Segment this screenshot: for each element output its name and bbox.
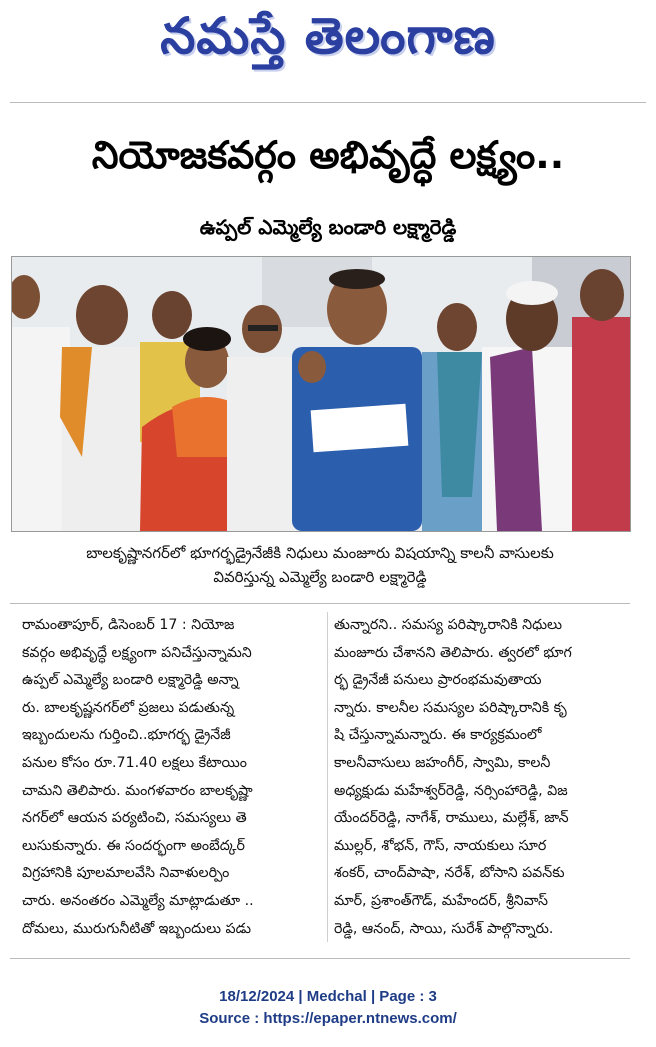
body-line: కవర్గం అభివృద్ధే లక్ష్యంగా పనిచేస్తున్నామని (22, 644, 252, 661)
glasses-icon (248, 325, 278, 331)
article-subheadline: ఉప్పల్ ఎమ్మెల్యే బండారి లక్ష్మారెడ్డి (199, 214, 457, 239)
photo-caption (11, 534, 629, 596)
caption-line-2: వివరిస్తున్న ఎమ్మెల్యే బండారి లక్ష్మారెడ్డి (213, 568, 427, 586)
paper-sheet (311, 404, 409, 453)
body-line: నగర్‌లో ఆయన పర్యటించి, సమస్యలు తె (22, 810, 247, 827)
top-divider (10, 102, 646, 103)
person-glasses (227, 357, 297, 531)
body-line: యేందర్‌రెడ్డి, నాగేశ్, రాములు, మల్లేశ్, జాన్ (334, 810, 569, 827)
footer-edition-info: 18/12/2024 | Medchal | Page : 3 (219, 988, 437, 1005)
body-line: న్నారు. కాలనీల సమస్యల పరిష్కారానికి కృ (334, 699, 567, 716)
body-line: మంజూరు చేశానని తెలిపారు. త్వరలో భూగ (334, 644, 572, 661)
central-man-hair (329, 269, 385, 289)
body-line: మార్, ప్రశాంత్‌గౌడ్, మహేందర్, శ్రీనివాస్ (334, 892, 549, 909)
person-far-right-head (580, 269, 624, 321)
body-line: చామని తెలిపారు. మంగళవారం బాలకృష్ణా (22, 782, 253, 799)
body-line: విగ్రహానికి పూలమాలవేసి నివాళులర్పిం (22, 865, 230, 882)
caption-divider (10, 603, 630, 604)
woman-hair (183, 327, 231, 351)
person-gold-shawl-head (152, 291, 192, 339)
body-line: కాలనీవాసులు జహంగీర్, స్వామి, కాలనీ (334, 754, 551, 771)
column-separator (327, 612, 328, 942)
person-white-shirt-head (76, 285, 128, 345)
footer-source-link[interactable]: Source : https://epaper.ntnews.com/ (199, 1010, 457, 1027)
caption-line-1: బాలకృష్ణానగర్‌లో భూగర్భడ్రైనేజీకి నిధులు మంజూరు విషయాన్ని కాలనీ వాసులకు (86, 544, 554, 562)
news-photo (11, 256, 631, 532)
body-line: లుసుకున్నారు. ఈ సందర్భంగా అంబేద్కర్ (22, 837, 245, 854)
article-headline: నియోజకవర్గం అభివృద్ధే లక్ష్యం.. (91, 133, 565, 177)
person-far-left (12, 327, 70, 531)
body-line: రు. బాలకృష్ణనగర్‌లో ప్రజలు పడుతున్న (22, 699, 235, 716)
person-far-right (572, 317, 630, 531)
body-line: తున్నారని.. సమస్య పరిష్కారానికి నిధులు (334, 617, 563, 633)
page-footer (0, 986, 656, 1036)
body-line: దోమలు, మురుగునీటితో ఇబ్బందులు పడు (22, 920, 252, 937)
body-line: ఇబ్బందులను గుర్తించి..భూగర్భ డ్రైనేజీ (22, 727, 231, 744)
body-line: రెడ్డి, ఆనంద్, సాయి, సురేశ్ పాల్గొన్నారు. (334, 920, 554, 937)
news-photo-illustration (12, 257, 630, 531)
body-line: చారు. అనంతరం ఎమ్మెల్యే మాట్లాడుతూ .. (22, 892, 254, 909)
body-line: రామంతాపూర్, డిసెంబర్ 17 : నియోజ (22, 617, 235, 633)
body-line: షి చేస్తున్నామన్నారు. ఈ కార్యక్రమంలో (334, 727, 542, 744)
body-line: ఉప్పల్ ఎమ్మెల్యే బండారి లక్ష్మారెడ్డి అన్నా (22, 672, 239, 689)
body-line: పనుల కోసం రూ.71.40 లక్షలు కేటాయిం (22, 754, 247, 771)
body-line: ముల్లర్, శోభన్, గౌస్, నాయకులు సూర (334, 837, 547, 854)
masthead-logo (0, 6, 656, 78)
masthead-title: నమస్తే తెలంగాణ (160, 6, 496, 65)
footer-divider (10, 958, 630, 959)
person-check-shirt-head (437, 303, 477, 351)
raised-hand (298, 351, 326, 383)
white-cap (506, 281, 558, 305)
body-line: అధ్యక్షుడు మహేశ్వర్‌రెడ్డి, నర్సింహారెడ్డి, విజ (334, 782, 568, 799)
article-body-right-column (334, 612, 634, 942)
article-body-left-column (22, 612, 322, 942)
body-line: ర్భ డ్రైనేజీ పనులు ప్రారంభమవుతాయ (334, 672, 542, 689)
body-line: శంకర్, చాంద్‌పాషా, నరేశ్, బోసాని పవన్‌కు (334, 865, 565, 882)
